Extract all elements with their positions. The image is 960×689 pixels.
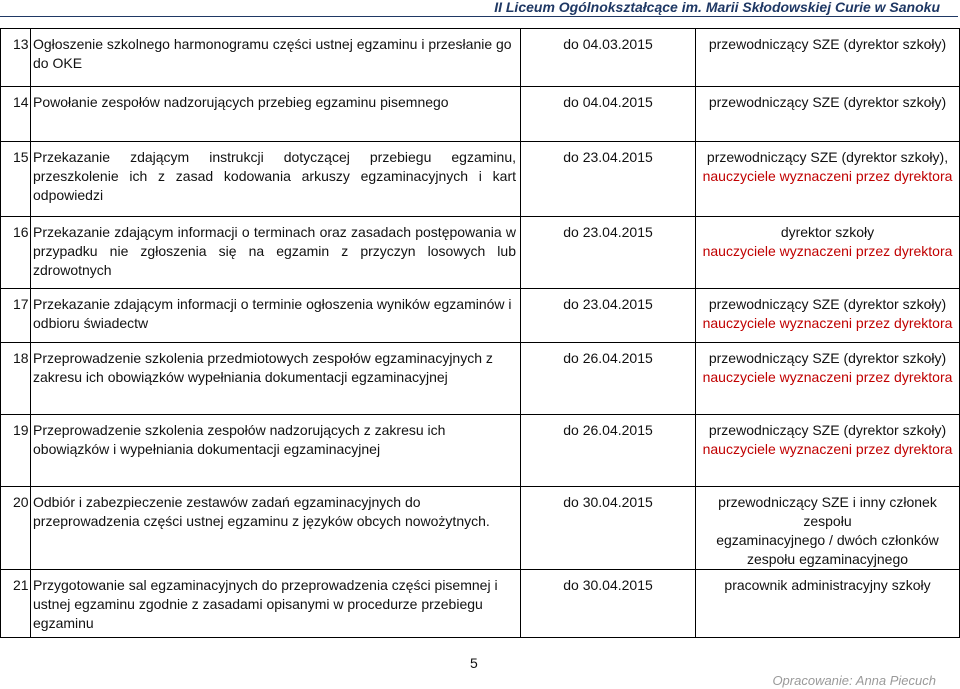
- row-number: 16: [1, 217, 31, 289]
- responsible-text: zespołu egzaminacyjnego: [746, 551, 909, 567]
- date-cell: [521, 142, 696, 217]
- row-number: 21: [1, 570, 31, 638]
- date-cell: [521, 29, 696, 87]
- responsible-teachers-text: nauczyciele wyznaczeni przez dyrektora: [702, 168, 953, 184]
- task-cell: Przeprowadzenie szkolenia przedmiotowych zespołów egzaminacyjnych z zakresu ich obowiązków wypełniania dokumentacji egzaminacyjnej: [31, 343, 521, 415]
- responsible-text: przewodniczący SZE (dyrektor szkoły),: [706, 149, 949, 165]
- footer-author: Opracowanie: Anna Piecuch: [772, 673, 936, 688]
- deadline-text: do 04.03.2015: [563, 36, 653, 52]
- responsible-text: przewodniczący SZE (dyrektor szkoły): [708, 94, 947, 110]
- table-row: [1, 217, 960, 289]
- row-number: 20: [1, 487, 31, 570]
- row-number: 19: [1, 415, 31, 487]
- responsible-cell: [696, 415, 960, 487]
- date-cell: [521, 415, 696, 487]
- date-cell: [521, 217, 696, 289]
- task-cell: Przygotowanie sal egzaminacyjnych do przeprowadzenia części pisemnej i ustnej egzaminu zgodnie z zasadami opisanymi w procedurze przebiegu egzaminu: [31, 570, 521, 638]
- deadline-text: do 26.04.2015: [563, 422, 653, 438]
- deadline-text: do 23.04.2015: [563, 149, 653, 165]
- table-row: [1, 29, 960, 87]
- task-cell: Powołanie zespołów nadzorujących przebieg egzaminu pisemnego: [31, 87, 521, 142]
- responsible-teachers-text: nauczyciele wyznaczeni przez dyrektora: [702, 315, 953, 331]
- responsible-text: przewodniczący SZE (dyrektor szkoły): [708, 422, 947, 438]
- responsible-cell: [696, 343, 960, 415]
- document-header: II Liceum Ogólnokształcące im. Marii Skłodowskiej Curie w Sanoku: [494, 0, 940, 15]
- page-number: 5: [470, 655, 478, 671]
- deadline-text: do 23.04.2015: [563, 296, 653, 312]
- date-cell: [521, 289, 696, 343]
- row-number: 14: [1, 87, 31, 142]
- responsible-teachers-text: nauczyciele wyznaczeni przez dyrektora: [702, 369, 953, 385]
- responsible-teachers-text: nauczyciele wyznaczeni przez dyrektora: [702, 441, 953, 457]
- responsible-cell: [696, 217, 960, 289]
- deadline-text: do 04.04.2015: [563, 94, 653, 110]
- responsible-text: przewodniczący SZE (dyrektor szkoły): [708, 296, 947, 312]
- row-number: 17: [1, 289, 31, 343]
- schedule-table: [0, 28, 960, 638]
- deadline-text: do 30.04.2015: [563, 494, 653, 510]
- table-row: [1, 142, 960, 217]
- responsible-text: przewodniczący SZE i inny członek zespołu: [718, 494, 937, 529]
- row-number: 13: [1, 29, 31, 87]
- deadline-text: do 23.04.2015: [563, 224, 653, 240]
- table-row: [1, 487, 960, 570]
- task-cell: Ogłoszenie szkolnego harmonogramu części ustnej egzaminu i przesłanie go do OKE: [31, 29, 521, 87]
- table-row: [1, 415, 960, 487]
- responsible-text: przewodniczący SZE (dyrektor szkoły): [708, 36, 947, 52]
- table-row: [1, 343, 960, 415]
- table-row: [1, 289, 960, 343]
- responsible-cell: [696, 570, 960, 638]
- deadline-text: do 26.04.2015: [563, 350, 653, 366]
- responsible-teachers-text: nauczyciele wyznaczeni przez dyrektora: [702, 243, 953, 259]
- date-cell: [521, 87, 696, 142]
- row-number: 15: [1, 142, 31, 217]
- task-cell: Przekazanie zdającym informacji o terminach oraz zasadach postępowania w przypadku nie zgłoszenia się na egzamin z przyczyn losowych lub zdrowotnych: [31, 217, 521, 289]
- task-cell: Odbiór i zabezpieczenie zestawów zadań egzaminacyjnych do przeprowadzenia części ustnej egzaminu z języków obcych nowożytnych.: [31, 487, 521, 570]
- date-cell: [521, 570, 696, 638]
- task-cell: Przeprowadzenie szkolenia zespołów nadzorujących z zakresu ich obowiązków i wypełniania dokumentacji egzaminacyjnej: [31, 415, 521, 487]
- responsible-text: dyrektor szkoły: [780, 224, 875, 240]
- table-row: [1, 87, 960, 142]
- row-number: 18: [1, 343, 31, 415]
- date-cell: [521, 343, 696, 415]
- responsible-cell: [696, 142, 960, 217]
- date-cell: [521, 487, 696, 570]
- table-row: [1, 570, 960, 638]
- header-divider: [0, 16, 958, 17]
- task-cell: Przekazanie zdającym instrukcji dotyczącej przebiegu egzaminu, przeszkolenie ich z zasad kodowania arkuszy egzaminacyjnych i kart odpowiedzi: [31, 142, 521, 217]
- responsible-cell: [696, 87, 960, 142]
- task-cell: Przekazanie zdającym informacji o terminie ogłoszenia wyników egzaminów i odbioru świadectw: [31, 289, 521, 343]
- responsible-cell: [696, 487, 960, 570]
- responsible-cell: [696, 29, 960, 87]
- responsible-cell: [696, 289, 960, 343]
- responsible-text: pracownik administracyjny szkoły: [724, 577, 931, 593]
- deadline-text: do 30.04.2015: [563, 577, 653, 593]
- responsible-text: przewodniczący SZE (dyrektor szkoły): [708, 350, 947, 366]
- responsible-text: egzaminacyjnego / dwóch członków: [716, 532, 939, 548]
